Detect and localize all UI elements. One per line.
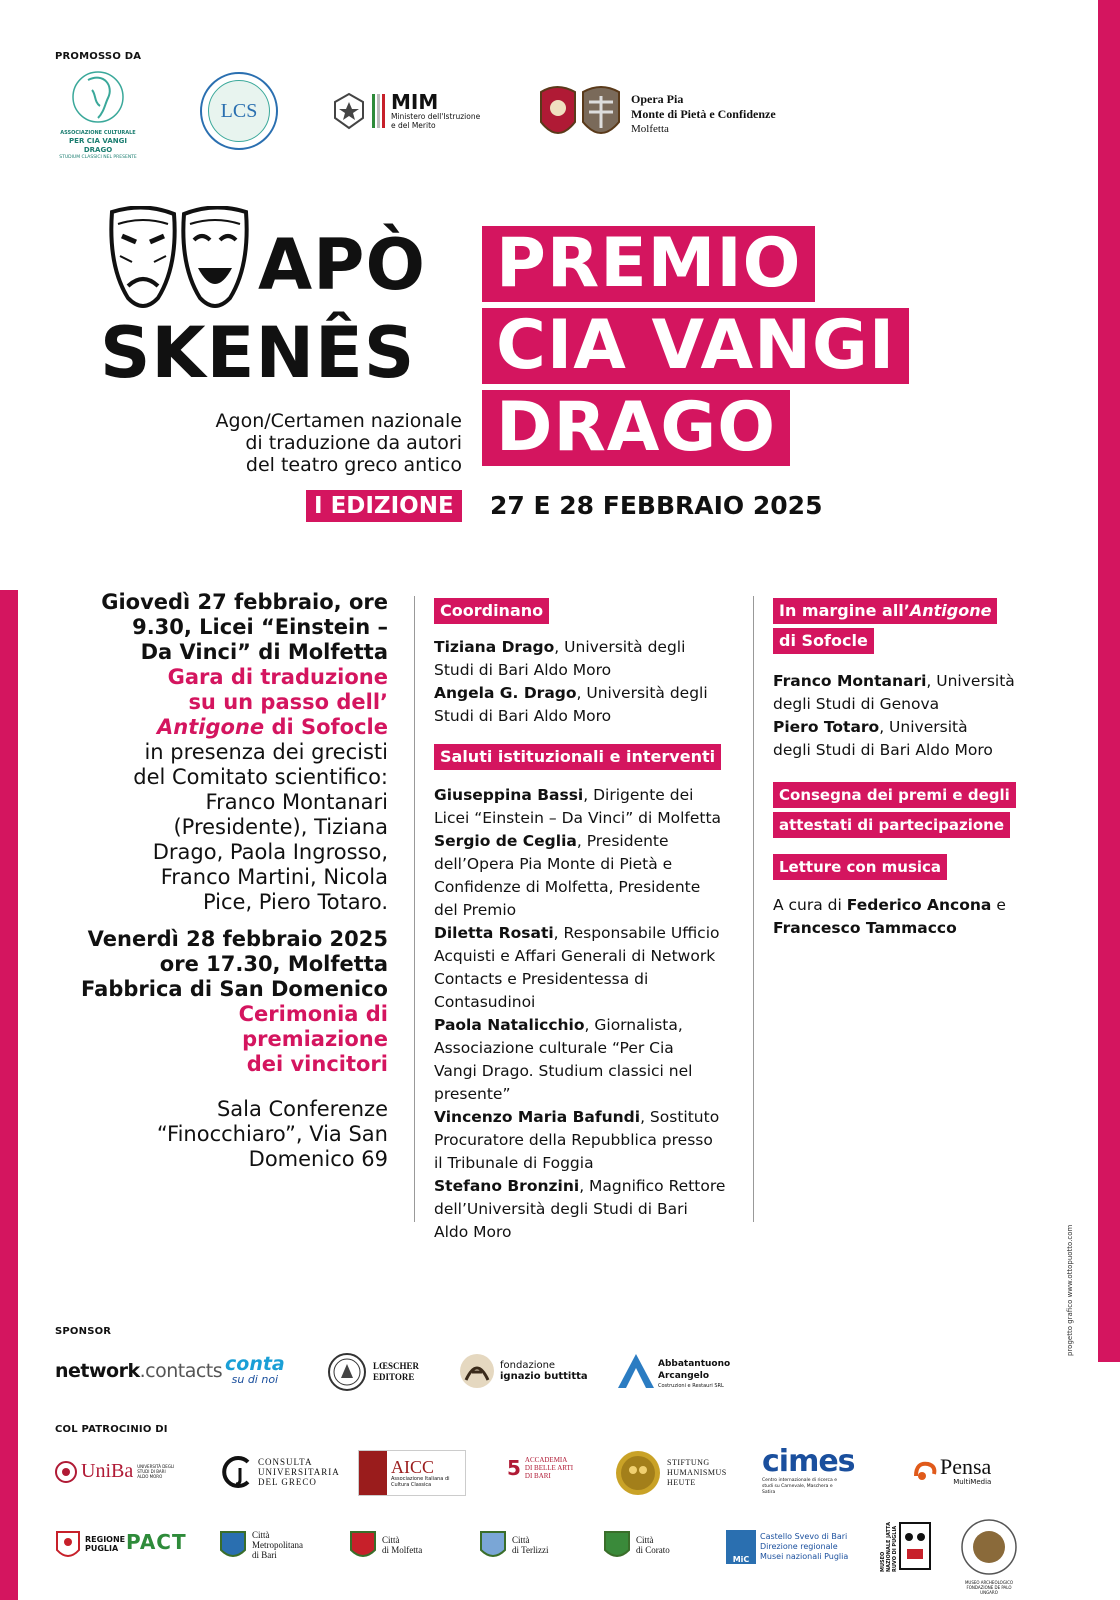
speaker-role-2c: Confidenze di Molfetta, Presidente: [434, 878, 701, 896]
buttitta-emblem-icon: [458, 1352, 496, 1390]
speaker-role-1b: Licei “Einstein – Da Vinci” di Molfetta: [434, 809, 722, 827]
right-accent-bar: [1098, 0, 1120, 1362]
premio-line1: PREMIO: [482, 226, 815, 302]
thursday-line1: Giovedì 27 febbraio, ore: [101, 590, 388, 614]
abba-line2: Arcangelo: [658, 1371, 710, 1381]
speaker-role-2d: del Premio: [434, 901, 517, 919]
cimes-subtext: Centro internazionale di ricerca e studi su Carnevale, Maschera e Satira: [762, 1478, 837, 1495]
pensa-swirl-icon: [912, 1458, 938, 1484]
curator-2: Francesco Tammacco: [773, 919, 957, 937]
conta-word: conta: [225, 1353, 285, 1375]
sponsor-label: SPONSOR: [55, 1326, 112, 1337]
contest-line3-rest: di Sofocle: [264, 715, 388, 739]
pact-logo: [126, 1530, 187, 1554]
buttitta-line2: ignazio buttitta: [500, 1371, 588, 1382]
cimes-logo: [762, 1446, 855, 1496]
coordinators-heading: Coordinano: [434, 598, 549, 624]
abba-line3: Costruzioni e Restauri SRL: [658, 1383, 724, 1389]
ceremony-line2: premiazione: [242, 1027, 388, 1051]
curator-and: e: [991, 896, 1006, 914]
opera-line3: Molfetta: [631, 122, 669, 135]
apo-subtitle-1: Agon/Certamen nazionale: [215, 410, 462, 432]
puglia-line2: PUGLIA: [85, 1544, 119, 1553]
speaker-role-4b: Associazione culturale “Per Cia: [434, 1039, 674, 1057]
mim-sub2: e del Merito: [391, 121, 436, 130]
terlizzi-crest-icon: [478, 1526, 508, 1564]
stiftung-logo: [615, 1450, 727, 1496]
stiftung-line3: HEUTE: [667, 1478, 696, 1487]
thursday-line2: 9.30, Licei “Einstein –: [132, 615, 388, 639]
committee-line7: Pice, Piero Totaro.: [202, 890, 388, 914]
jatta-text: MUSEO NAZIONALE JATTA RUVO DI PUGLIA: [880, 1522, 898, 1572]
puglia-shield-icon: [55, 1526, 81, 1562]
coordinator-role-2b: Studi di Bari Aldo Moro: [434, 707, 612, 725]
assoc-line3: STUDIUM CLASSICI NEL PRESENTE: [59, 155, 137, 160]
assoc-line2: PER CIA VANGI DRAGO: [69, 137, 127, 154]
accademia-line3: DI BARI: [524, 1472, 551, 1480]
citta-molfetta-logo: [348, 1526, 422, 1564]
contest-line2: su un passo dell’: [188, 690, 388, 714]
buttitta-logo: [458, 1352, 588, 1390]
guest-role-2a: , Università: [879, 718, 968, 736]
cimes-text: cimes: [762, 1444, 855, 1479]
speaker-role-4a: , Giornalista,: [584, 1016, 683, 1034]
friday-line1: Venerdì 28 febbraio 2025: [87, 927, 388, 951]
lcs-logo: [200, 72, 278, 150]
speaker-role-5c: il Tribunale di Foggia: [434, 1154, 594, 1172]
loescher-seal-icon: [327, 1352, 367, 1392]
curator-1: Federico Ancona: [846, 896, 992, 914]
accademia-line2: DI BELLE ARTI: [524, 1464, 574, 1472]
event-dates: 27 E 28 FEBBRAIO 2025: [490, 491, 823, 520]
speaker-role-3b: Acquisti e Affari Generali di Network: [434, 947, 716, 965]
promoted-by-label: PROMOSSO DA: [55, 51, 142, 62]
network-contacts-logo: [55, 1360, 222, 1382]
awards-heading-2: attestati di partecipazione: [773, 812, 1010, 838]
corato-line2: di Corato: [636, 1545, 670, 1555]
speaker-role-3c: Contacts e Presidentessa di: [434, 970, 649, 988]
opera-line1: Opera Pia: [631, 91, 684, 106]
abbatantuono-logo: [616, 1352, 730, 1390]
aicc-subtext: Associazione Italiana di Cultura Classica: [391, 1476, 450, 1488]
corato-line1: Città: [636, 1535, 654, 1545]
apo-title-line2: SKENÊS: [100, 312, 416, 394]
premio-title: [482, 226, 909, 466]
coordinator-role-1b: Studi di Bari Aldo Moro: [434, 661, 612, 679]
margin-heading-2: di Sofocle: [773, 628, 874, 654]
corato-crest-icon: [602, 1526, 632, 1564]
citta-corato-logo: [602, 1526, 670, 1564]
assoc-line1: ASSOCIAZIONE CULTURALE: [60, 130, 136, 136]
molfetta-crest-icon: [348, 1526, 378, 1564]
accademia-line1: ACCADEMIA: [524, 1456, 568, 1464]
abba-line1: Abbatantuono: [658, 1359, 731, 1369]
committee-line6: Franco Martini, Nicola: [160, 865, 388, 889]
cug-logo: [218, 1454, 340, 1490]
speaker-role-5b: Procuratore della Repubblica presso: [434, 1131, 713, 1149]
stiftung-line2: HUMANISMUS: [667, 1468, 727, 1477]
loescher-line1: LŒSCHER: [373, 1361, 420, 1371]
pact-text: PACT: [126, 1530, 187, 1554]
assoc-logo: [58, 68, 138, 158]
ceremony-line1: Cerimonia di: [238, 1002, 388, 1026]
curated-by-label: A cura di: [773, 896, 847, 914]
apo-subtitle-2: di traduzione da autori: [245, 432, 462, 454]
thursday-line3: Da Vinci” di Molfetta: [140, 640, 388, 664]
uniba-text: UniBa: [81, 1460, 134, 1482]
accademia-logo: [507, 1456, 573, 1480]
mic-mark: MiC: [726, 1530, 756, 1564]
uniba-logo: [55, 1460, 177, 1483]
friday-line2: ore 17.30, Molfetta: [159, 952, 388, 976]
castello-svevo-logo: [726, 1530, 848, 1564]
owl-coin-icon: [615, 1450, 661, 1496]
margin-heading-1a: In margine all’: [779, 601, 910, 620]
venue-line3: Domenico 69: [248, 1147, 388, 1171]
regione-puglia-logo: [55, 1526, 125, 1562]
committee-line3: Franco Montanari: [205, 790, 388, 814]
jatta-logo: [880, 1520, 932, 1572]
stiftung-line1: STIFTUNG: [667, 1458, 710, 1467]
left-accent-bar: [0, 590, 18, 1600]
premio-line2: CIA VANGI: [482, 308, 909, 384]
left-column: [48, 590, 388, 1172]
cug-line3: DEL GRECO: [258, 1477, 317, 1487]
coordinator-name-2: Angela G. Drago: [434, 684, 577, 702]
guest-name-2: Piero Totaro: [773, 718, 880, 736]
speaker-role-4c: Vangi Drago. Studium classici nel: [434, 1062, 693, 1080]
premio-line3: DRAGO: [482, 390, 790, 466]
venue-line1: Sala Conferenze: [216, 1097, 388, 1121]
greetings-heading: Saluti istituzionali e interventi: [434, 744, 721, 770]
terlizzi-line2: di Terlizzi: [512, 1545, 549, 1555]
coat-of-arms-icon: [535, 82, 625, 146]
cug-line2: UNIVERSITARIA: [258, 1467, 340, 1477]
friday-line3: Fabbrica di San Domenico: [81, 977, 388, 1001]
network-word: network: [55, 1360, 140, 1382]
opera-pia-logo: [535, 82, 776, 146]
speaker-role-6b: dell’Università degli Studi di Bari: [434, 1200, 688, 1218]
speaker-name-6: Stefano Bronzini: [434, 1177, 580, 1195]
cug-line1: CONSULTA: [258, 1457, 313, 1467]
aicc-emblem-icon: [359, 1451, 387, 1495]
loescher-line2: EDITORE: [373, 1372, 415, 1382]
su-di-noi-word: su di noi: [231, 1373, 279, 1386]
depalo-seal-icon: [960, 1518, 1018, 1576]
metro-crest-icon: [218, 1526, 248, 1564]
readings-heading: Letture con musica: [773, 854, 947, 880]
speaker-role-4d: presente”: [434, 1085, 511, 1103]
speaker-name-3: Diletta Rosati: [434, 924, 554, 942]
terlizzi-line1: Città: [512, 1535, 530, 1545]
opera-line2: Monte di Pietà e Confidenze: [631, 106, 776, 121]
speaker-role-6c: Aldo Moro: [434, 1223, 512, 1241]
metro-line2: Metropolitana: [252, 1540, 303, 1550]
apo-title-line1: APÒ: [258, 224, 426, 306]
castello-line2: Direzione regionale: [760, 1542, 838, 1551]
pensa-text: Pensa: [940, 1454, 992, 1479]
speaker-role-1a: , Dirigente dei: [583, 786, 694, 804]
speaker-role-3d: Contasudinoi: [434, 993, 536, 1011]
citta-metropolitana-logo: [218, 1526, 303, 1564]
coordinator-role-2a: , Università degli: [576, 684, 708, 702]
loescher-logo: [327, 1352, 419, 1392]
coordinator-name-1: Tiziana Drago: [434, 638, 555, 656]
edition-badge: I EDIZIONE: [306, 490, 462, 522]
abbatantuono-triangle-icon: [616, 1352, 656, 1390]
face-profile-icon: [70, 68, 126, 126]
ceremony-line3: dei vincitori: [246, 1052, 388, 1076]
uniba-seal-icon: [55, 1461, 77, 1483]
lcs-text: LCS: [220, 99, 258, 122]
speaker-role-2a: , Presidente: [576, 832, 669, 850]
depalo-text: MUSEO ARCHEOLOGICO FONDAZIONE DE PALO UNGARO: [964, 1580, 1014, 1595]
speaker-name-4: Paola Natalicchio: [434, 1016, 585, 1034]
speaker-role-3a: , Responsabile Ufficio: [553, 924, 720, 942]
contacts-word: .contacts: [139, 1360, 223, 1382]
guest-role-1b: degli Studi di Genova: [773, 695, 940, 713]
puglia-line1: REGIONE: [85, 1535, 126, 1544]
design-credit: progetto grafico www.ottopuotto.com: [1066, 1224, 1074, 1356]
committee-line2: del Comitato scientifico:: [133, 765, 388, 789]
castello-line3: Musei nazionali Puglia: [760, 1552, 849, 1561]
guest-role-2b: degli Studi di Bari Aldo Moro: [773, 741, 993, 759]
mim-logo: [332, 92, 480, 130]
uniba-subtext: UNIVERSITÀ DEGLI STUDI DI BARI ALDO MORO: [137, 1464, 175, 1479]
antigone-title: Antigone: [157, 715, 265, 739]
apo-subtitle: [216, 410, 462, 476]
awards-heading-1: Consegna dei premi e degli: [773, 782, 1016, 808]
metro-line1: Città: [252, 1530, 270, 1540]
patrons-label: COL PATROCINIO DI: [55, 1424, 168, 1435]
speaker-name-1: Giuseppina Bassi: [434, 786, 584, 804]
pensa-subtext: MultiMedia: [953, 1478, 992, 1486]
pensa-logo: [912, 1456, 991, 1486]
aicc-logo: [358, 1450, 466, 1496]
contest-line1: Gara di traduzione: [167, 665, 388, 689]
castello-line1: Castello Svevo di Bari: [760, 1532, 848, 1541]
right-column: [773, 598, 1073, 940]
divider-right: [753, 596, 754, 1222]
venue-line2: “Finocchiaro”, Via San: [156, 1122, 388, 1146]
speaker-name-2: Sergio de Ceglia: [434, 832, 577, 850]
accademia-mark-icon: 5: [507, 1456, 521, 1480]
metro-line3: di Bari: [252, 1550, 277, 1560]
contest-line3: [48, 715, 388, 740]
jatta-mask-icon: [898, 1521, 932, 1571]
buttitta-line1: fondazione: [500, 1360, 556, 1371]
guest-name-1: Franco Montanari: [773, 672, 927, 690]
margin-heading-1: [773, 598, 997, 624]
committee-line1: in presenza dei grecisti: [144, 740, 388, 764]
speaker-role-2b: dell’Opera Pia Monte di Pietà e: [434, 855, 673, 873]
mim-sub1: Ministero dell'Istruzione: [391, 112, 481, 121]
committee-line5: Drago, Paola Ingrosso,: [152, 840, 388, 864]
theater-masks-icon: [108, 206, 252, 316]
conta-su-di-noi-logo: [225, 1353, 285, 1388]
apo-subtitle-3: del teatro greco antico: [245, 454, 462, 476]
speaker-name-5: Vincenzo Maria Bafundi: [434, 1108, 641, 1126]
middle-column: [434, 598, 746, 1244]
citta-terlizzi-logo: [478, 1526, 548, 1564]
molfetta-line1: Città: [382, 1535, 400, 1545]
divider-left: [414, 596, 415, 1222]
cug-monogram-icon: [218, 1454, 254, 1490]
molfetta-line2: di Molfetta: [382, 1545, 423, 1555]
coordinator-role-1a: , Università degli: [554, 638, 686, 656]
aicc-text: AICC: [391, 1457, 435, 1477]
speaker-role-5a: , Sostituto: [640, 1108, 720, 1126]
emblem-icon: [332, 92, 366, 130]
margin-heading-antigone: Antigone: [909, 601, 992, 620]
speaker-role-6a: , Magnifico Rettore: [579, 1177, 726, 1195]
mim-title: MIM: [391, 90, 439, 114]
museo-depalo-logo: [960, 1518, 1018, 1595]
committee-line4: (Presidente), Tiziana: [173, 815, 388, 839]
guest-role-1a: , Università: [926, 672, 1015, 690]
